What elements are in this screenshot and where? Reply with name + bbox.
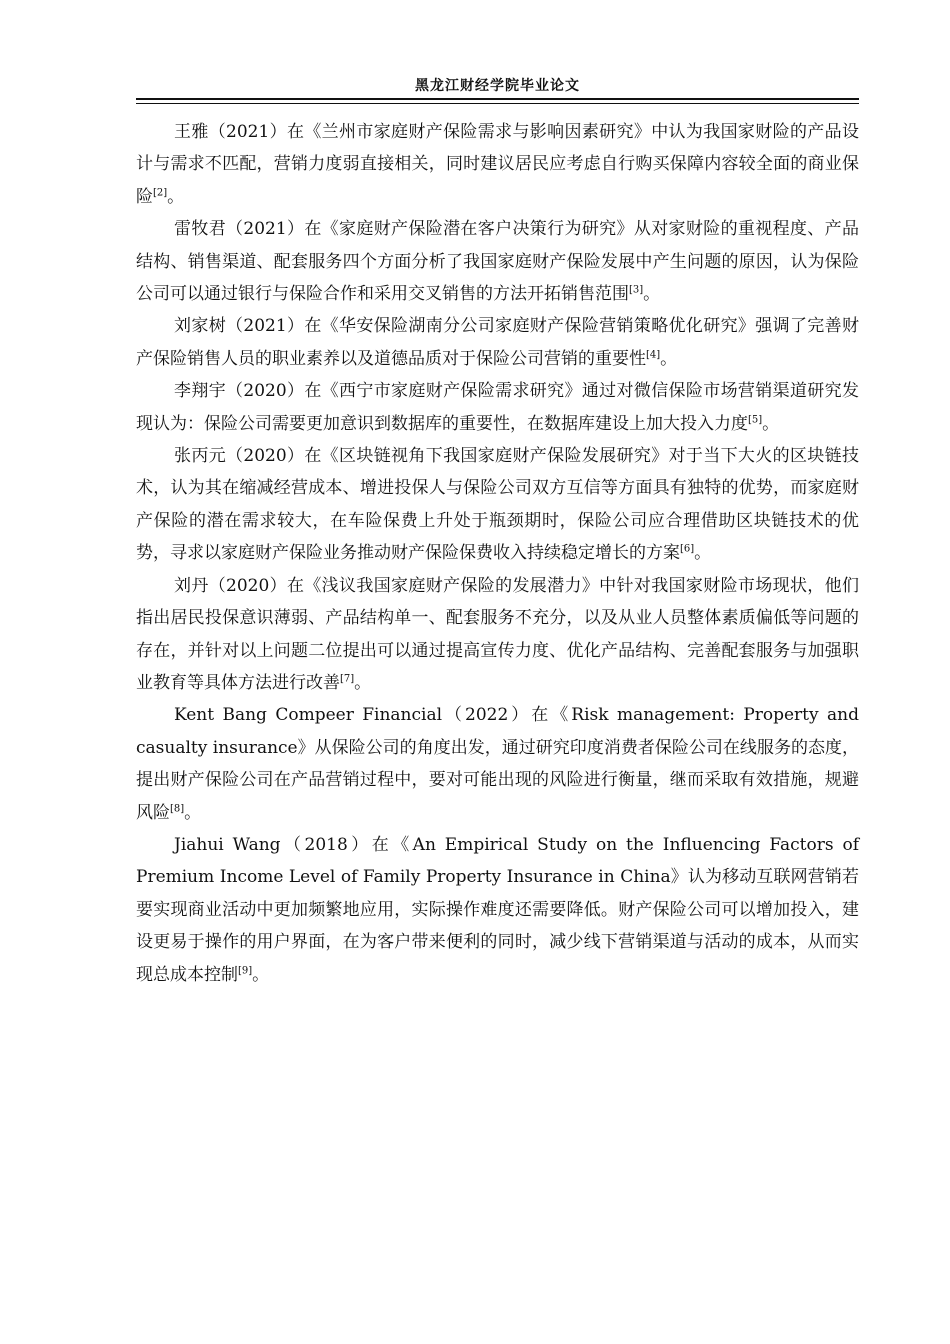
paragraph-end: 。 <box>643 284 661 305</box>
paragraph-text: 刘丹（2020）在《浅议我国家庭财产保险的发展潜力》中针对我国家财险市场现状，他们指出居民投保意识薄弱、产品结构单一、配套服务不充分，以及从业人员整体素质偏低等问题的存在，并针对以上问题二位提出可以通过提高宣传力度、优化产品结构、完善配套服务与加强职业教育等具体方法进行改善 <box>136 575 859 693</box>
paragraph <box>136 213 859 310</box>
paragraph <box>136 829 859 991</box>
citation-ref: [3] <box>629 284 644 296</box>
citation-ref: [2] <box>153 187 168 199</box>
citation-ref: [5] <box>748 414 763 425</box>
paragraph-text: 王雅（2021）在《兰州市家庭财产保险需求与影响因素研究》中认为我国家财险的产品设计与需求不匹配，营销力度弱直接相关，同时建议居民应考虑自行购买保障内容较全面的商业保险 <box>136 122 859 207</box>
citation-ref: [8] <box>170 802 185 814</box>
citation-ref: [4] <box>646 349 661 361</box>
paragraph-end: 。 <box>660 348 678 369</box>
body-text <box>136 116 859 991</box>
citation-ref: [9] <box>238 964 253 976</box>
header-rule-thin <box>136 103 859 104</box>
header-rule-thick <box>136 98 859 100</box>
paragraph-end: 。 <box>694 543 712 564</box>
paragraph-end: 。 <box>252 964 270 985</box>
paragraph <box>136 116 859 213</box>
paragraph <box>136 440 859 570</box>
paragraph-end: 。 <box>354 672 372 693</box>
paragraph-text: 张丙元（2020）在《区块链视角下我国家庭财产保险发展研究》对于当下大火的区块链技术，认为其在缩减经营成本、增进投保人与保险公司双方互信等方面具有独特的优势，而家庭财产保险的潜在需求较大，在车险保费上升处于瓶颈期时，保险公司应合理借助区块链技术的优势，寻求以家庭财产保险业务推动财产保险保费收入持续稳定增长的方案 <box>136 446 859 564</box>
citation-ref: [6] <box>680 543 695 555</box>
paragraph-end: 。 <box>167 186 185 207</box>
paragraph-text: 刘家树（2021）在《华安保险湖南分公司家庭财产保险营销策略优化研究》强调了完善财产保险销售人员的职业素养以及道德品质对于保险公司营销的重要性 <box>136 316 859 369</box>
paragraph <box>136 375 859 440</box>
paragraph <box>136 699 859 829</box>
paragraph-text: Jiahui Wang（2018）在《An Empirical Study on the Influencing Factors of Premium Income Level of Family Property Insurance in China》认为移动互联网营销若要实现商业活动中更加频繁地应用，实际操作难度还需要降低。财产保险公司可以增加投入，建设更易于操作的用户界面，在为客户带来便利的同时，减少线下营销渠道与活动的成本，从而实现总成本控制 <box>136 834 859 985</box>
paragraph-text: 雷牧君（2021）在《家庭财产保险潜在客户决策行为研究》从对家财险的重视程度、产品结构、销售渠道、配套服务四个方面分析了我国家庭财产保险发展中产生问题的原因，认为保险公司可以通过银行与保险合作和采用交叉销售的方法开拓销售范围 <box>136 219 859 305</box>
paragraph-text: Kent Bang Compeer Financial（2022）在《Risk management: Property and casualty insurance》从保险公司的角度出发，通过研究印度消费者保险公司在线服务的态度，提出财产保险公司在产品营销过程中，要对可能出现的风险进行衡量，继而采取有效措施，规避风险 <box>136 705 859 823</box>
paragraph-end: 。 <box>184 802 202 823</box>
paragraph <box>136 570 859 700</box>
page-header-title: 黑龙江财经学院毕业论文 <box>415 78 580 94</box>
paragraph-end: 。 <box>762 413 780 434</box>
paragraph-text: 李翔宇（2020）在《西宁市家庭财产保险需求研究》通过对微信保险市场营销渠道研究发现认为：保险公司需要更加意识到数据库的重要性，在数据库建设上加大投入力度 <box>136 381 859 434</box>
citation-ref: [7] <box>340 673 355 685</box>
paragraph <box>136 310 859 375</box>
